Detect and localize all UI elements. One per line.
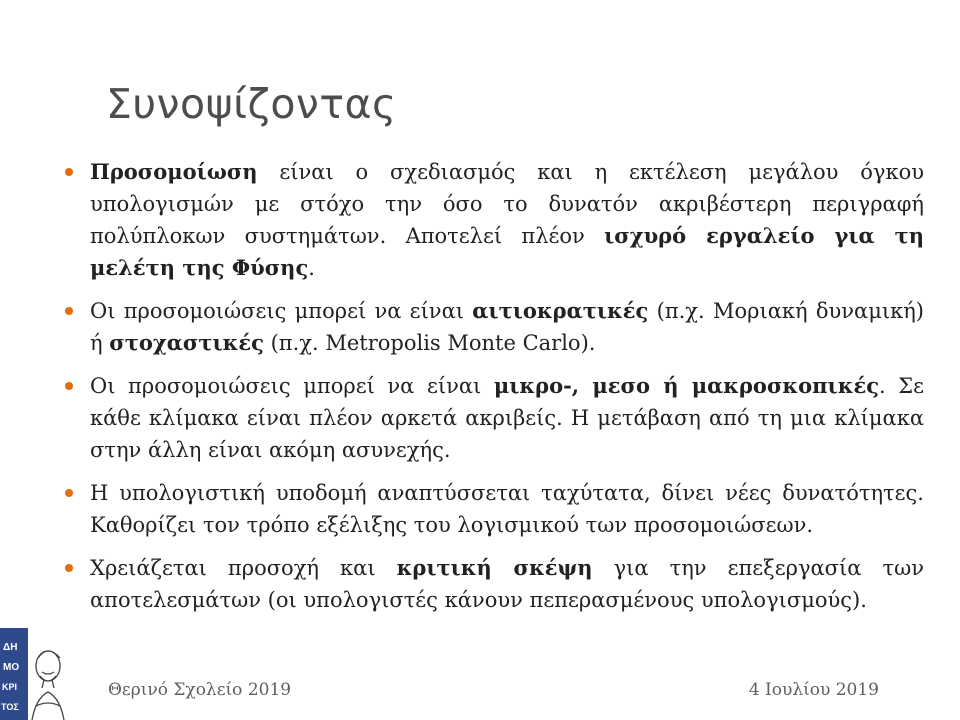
bullet-item [64, 477, 924, 541]
bullet-marker-icon [65, 382, 73, 390]
bullet-text: (π.χ. Metropolis Monte Carlo). [263, 331, 596, 355]
bullet-marker-icon [65, 168, 73, 176]
bullet-text: για την επεξεργασία των αποτελεσμάτων (οι υπολογιστές κάνουν πεπερασμένους υπολογισμούς). [90, 556, 924, 612]
bullet-text: είναι ο σχεδιασμός και η εκτέλεση μεγάλου όγκου υπολογισμών με στόχο την όσο το δυνατόν ακριβέστερη περιγραφή πολύπλοκων συστημάτων. Αποτελεί πλέον [90, 160, 924, 248]
bullet-marker-icon [65, 489, 73, 497]
bullet-text: . [308, 256, 315, 280]
bullet-item [64, 156, 924, 284]
bullet-text-bold: αιτιοκρατικές [472, 298, 649, 323]
bullet-text: Οι προσομοιώσεις μπορεί να είναι [90, 299, 473, 323]
bullet-text: Η υπολογιστική υποδομή αναπτύσσεται ταχύτατα, δίνει νέες δυνατότητες. Καθορίζει τον τρόπο εξέλιξης του λογισμικού των προσομοιώσεων. [90, 481, 924, 537]
logo-line-2: ΜΟ [3, 662, 20, 673]
logo-line-3: ΚΡΙ [2, 682, 18, 692]
bullet-list [64, 156, 924, 627]
bullet-item [64, 295, 924, 359]
bullet-item [64, 552, 924, 616]
bullet-text-bold: στοχαστικές [109, 330, 264, 355]
bullet-text: (π.χ. Μοριακή δυναμική) ή [90, 299, 924, 355]
footer-date: 4 Ιουλίου 2019 [748, 680, 879, 700]
bullet-text: Οι προσομοιώσεις μπορεί να είναι [90, 374, 494, 398]
footer-event-name: Θερινό Σχολείο 2019 [108, 680, 292, 700]
bullet-marker-icon [65, 564, 73, 572]
bullet-text-bold: ισχυρό εργαλείο για τη μελέτη της Φύσης [90, 223, 924, 280]
bullet-text: . Σε κάθε κλίμακα είναι πλέον αρκετά ακριβείς. Η μετάβαση από τη μια κλίμακα στην άλλη είναι ακόμη ασυνεχής. [90, 374, 924, 462]
university-logo-icon [0, 628, 68, 720]
bullet-text-bold: κριτική σκέψη [396, 555, 593, 580]
bullet-text-bold: μικρο-, μεσο ή μακροσκοπικές [493, 373, 879, 398]
bullet-item [64, 370, 924, 466]
bullet-text-bold: Προσομοίωση [90, 159, 258, 184]
logo-line-1: ΔΗ [3, 642, 18, 653]
slide-title: Συνοψίζοντας [106, 80, 397, 128]
bullet-marker-icon [65, 307, 73, 315]
logo-line-4: ΤΟΣ [1, 702, 19, 712]
bullet-text: Χρειάζεται προσοχή και [90, 556, 397, 580]
